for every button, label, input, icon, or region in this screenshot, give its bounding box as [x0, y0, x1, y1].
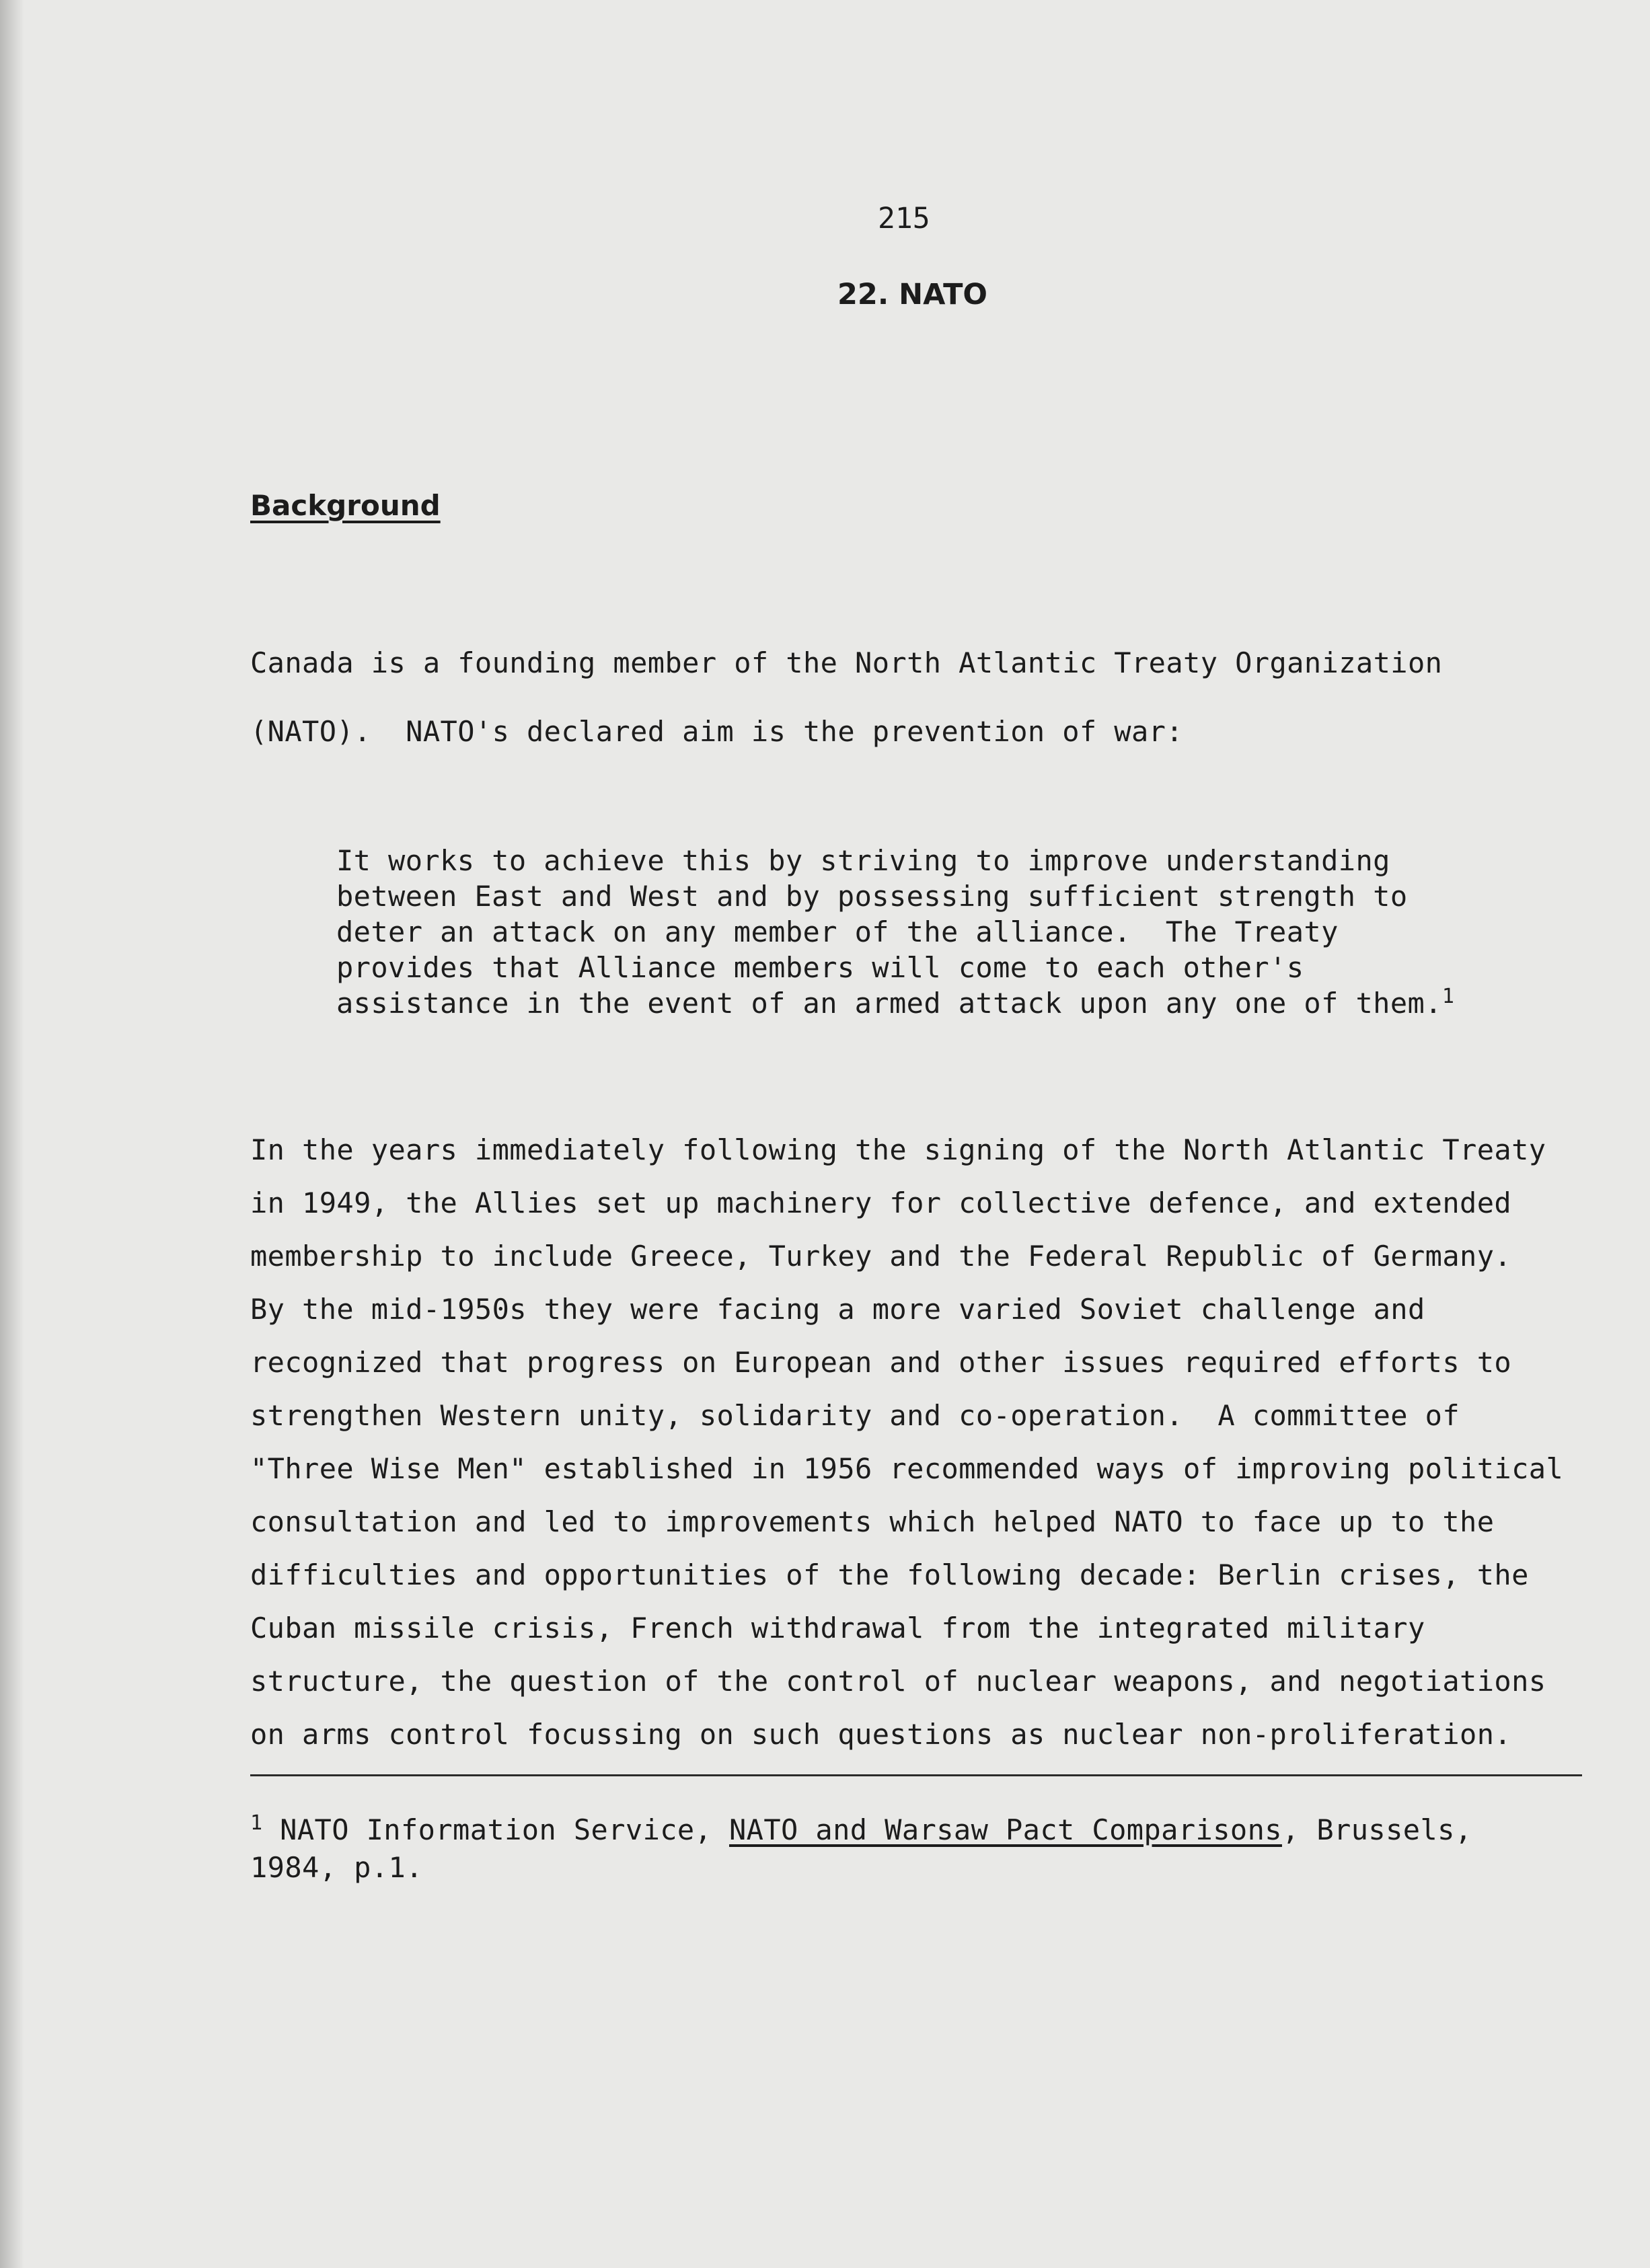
- block-quote: [336, 843, 1454, 1021]
- text-line: on arms control focussing on such questions as nuclear non-proliferation.: [250, 1718, 1512, 1751]
- text-line: Cuban missile crisis, French withdrawal from the integrated military: [250, 1612, 1425, 1645]
- footnote-divider: [250, 1774, 1582, 1776]
- quote-line: deter an attack on any member of the alliance. The Treaty: [336, 915, 1339, 948]
- text-line: By the mid-1950s they were facing a more varied Soviet challenge and: [250, 1293, 1425, 1326]
- page-number: 215: [878, 202, 930, 235]
- footnote-reference: 1: [1441, 985, 1455, 1008]
- footnote-line: [250, 1811, 1472, 1849]
- text-line: In the years immediately following the signing of the North Atlantic Treaty: [250, 1133, 1546, 1166]
- text-line: in 1949, the Allies set up machinery for collective defence, and extended: [250, 1186, 1512, 1219]
- quote-line-text: assistance in the event of an armed attack upon any one of them.: [336, 987, 1442, 1020]
- text-line: membership to include Greece, Turkey and the Federal Republic of Germany.: [250, 1240, 1512, 1273]
- footnote-line: 1984, p.1.: [250, 1851, 423, 1884]
- footnote-source-title: NATO and Warsaw Pact Comparisons: [729, 1813, 1282, 1846]
- text-line: (NATO). NATO's declared aim is the prevention of war:: [250, 715, 1184, 748]
- footnote-marker: 1: [250, 1811, 263, 1835]
- chapter-title: 22. NATO: [837, 278, 987, 311]
- footnote-source-suffix: , Brussels,: [1281, 1813, 1472, 1846]
- section-heading: Background: [250, 489, 441, 522]
- page-edge-shadow: [0, 0, 24, 2268]
- intro-paragraph: [250, 629, 1442, 766]
- text-line: "Three Wise Men" established in 1956 recommended ways of improving political: [250, 1452, 1564, 1485]
- text-line: strengthen Western unity, solidarity and co-operation. A committee of: [250, 1399, 1460, 1432]
- text-line: Canada is a founding member of the North Atlantic Treaty Organization: [250, 646, 1443, 679]
- history-paragraph: [250, 1123, 1563, 1761]
- quote-line: provides that Alliance members will come to each other's: [336, 951, 1304, 984]
- text-line: recognized that progress on European and other issues required efforts to: [250, 1346, 1512, 1379]
- text-line: consultation and led to improvements which helped NATO to face up to the: [250, 1505, 1495, 1538]
- quote-line: between East and West and by possessing sufficient strength to: [336, 880, 1408, 913]
- text-line: difficulties and opportunities of the following decade: Berlin crises, the: [250, 1558, 1529, 1591]
- quote-line: [336, 985, 1454, 1021]
- text-line: structure, the question of the control of nuclear weapons, and negotiations: [250, 1665, 1546, 1698]
- footnote: [250, 1811, 1472, 1887]
- footnote-source-prefix: NATO Information Service,: [262, 1813, 729, 1846]
- quote-line: It works to achieve this by striving to improve understanding: [336, 844, 1390, 877]
